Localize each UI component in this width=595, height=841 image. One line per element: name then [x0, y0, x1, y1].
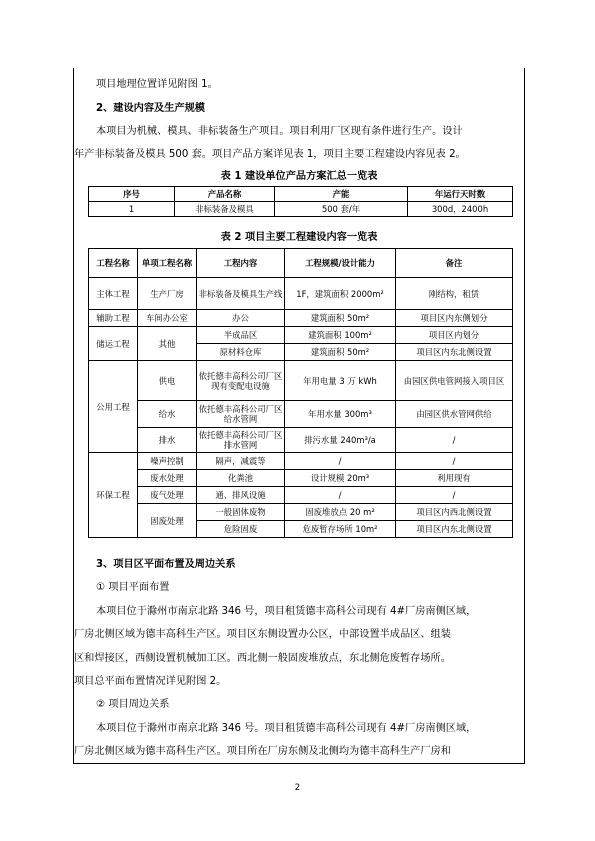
table-cell: 项目区内西北侧设置: [396, 504, 513, 521]
table-cell: /: [396, 487, 513, 504]
paragraph: 本项目位于滁州市南京北路 346 号，项目租赁德丰高科公司现有 4#厂房南侧区域，: [96, 606, 477, 617]
table-row: [89, 401, 513, 428]
table-row: [89, 202, 513, 217]
header-cell: 产品名称: [175, 187, 275, 202]
table-cell: 项目区内划分: [396, 327, 513, 344]
table-header-row: [89, 249, 513, 278]
table-cell: 排污水量 240m³/a: [285, 428, 396, 453]
table-row: [89, 428, 513, 453]
table-cell: 非标装备及模具: [175, 202, 275, 217]
table-cell: 500 套/年: [275, 202, 408, 217]
table-cell: 项目区内东北侧设置: [396, 521, 513, 538]
header-cell: 工程规模/设计能力: [285, 249, 396, 278]
page-number: 2: [294, 783, 301, 793]
table-cell: 供电: [138, 361, 197, 401]
table-cell: 其他: [138, 327, 197, 361]
category-cell: 辅助工程: [89, 310, 138, 327]
section-heading: 3、项目区平面布置及周边关系: [96, 559, 236, 570]
table-cell: 建筑面积 100m²: [285, 327, 396, 344]
table-cell: 依托德丰高科公司厂区排水管网: [197, 428, 285, 453]
header-cell: 备注: [396, 249, 513, 278]
table-cell: 废水处理: [138, 470, 197, 487]
table-cell: 依托德丰高科公司厂区给水管网: [197, 401, 285, 428]
table-cell: /: [285, 487, 396, 504]
table-cell: 通、排风设施: [197, 487, 285, 504]
table-cell: 半成品区: [197, 327, 285, 344]
table-cell: 1: [89, 202, 175, 217]
table-cell: 项目区内东北侧设置: [396, 344, 513, 361]
header-cell: 工程内容: [197, 249, 285, 278]
table-cell: 依托德丰高科公司厂区现有变配电设施: [197, 361, 285, 401]
table-cell: 固废堆放点 20 m²: [285, 504, 396, 521]
table-cell: 由园区供电管网接入项目区: [396, 361, 513, 401]
table1: [88, 186, 513, 217]
table-row: [89, 327, 513, 344]
header-cell: 产能: [275, 187, 408, 202]
table-cell: 危险固废: [197, 521, 285, 538]
category-cell: 公用工程: [89, 361, 138, 453]
category-cell: 储运工程: [89, 327, 138, 361]
header-cell: 工程名称: [89, 249, 138, 278]
table-row: [89, 453, 513, 470]
table-cell: 排水: [138, 428, 197, 453]
table-cell: 利用现有: [396, 470, 513, 487]
paragraph: 项目地理位置详见附图 1。: [96, 79, 218, 90]
paragraph: 厂房北侧区域为德丰高科生产区。项目区东侧设置办公区，中部设置半成品区、组装: [74, 629, 451, 640]
table-cell: 由园区供水管网供给: [396, 401, 513, 428]
table-cell: 一般固体废物: [197, 504, 285, 521]
table-row: [89, 361, 513, 401]
section-heading: 2、建设内容及生产规模: [96, 103, 205, 114]
category-cell: 环保工程: [89, 453, 138, 538]
table-cell: /: [396, 453, 513, 470]
table-cell: 化粪池: [197, 470, 285, 487]
paragraph: 年产非标装备及模具 500 套。项目产品方案详见表 1，项目主要工程建设内容见表 2。: [74, 149, 466, 160]
table-row: [89, 278, 513, 310]
table-row: [89, 310, 513, 327]
table1-caption: 表 1 建设单位产品方案汇总一览表: [220, 171, 378, 182]
table-cell: 非标装备及模具生产线: [197, 278, 285, 310]
header-cell: 年运行天时数: [408, 187, 513, 202]
table-cell: 车间办公室: [138, 310, 197, 327]
category-cell: 主体工程: [89, 278, 138, 310]
subsection-heading: ② 项目周边关系: [96, 699, 170, 710]
header-cell: 单项工程名称: [138, 249, 197, 278]
table-cell: 原材料仓库: [197, 344, 285, 361]
table-cell: 1F，建筑面积 2000m²: [285, 278, 396, 310]
table-cell: 固废处理: [138, 504, 197, 538]
table-row: [89, 470, 513, 487]
table-cell: 噪声控制: [138, 453, 197, 470]
table-cell: 给水: [138, 401, 197, 428]
table-cell: 建筑面积 50m²: [285, 310, 396, 327]
table-cell: 办公: [197, 310, 285, 327]
paragraph: 本项目位于滁州市南京北路 346 号。项目租赁德丰高科公司现有 4#厂房南侧区域，: [96, 723, 477, 734]
paragraph: 厂房北侧区域为德丰高科生产区。项目所在厂房东侧及北侧均为德丰高科生产厂房和: [74, 746, 451, 757]
table-cell: 项目区内东侧划分: [396, 310, 513, 327]
table-cell: 危废暂存场所 10m²: [285, 521, 396, 538]
table-cell: 年用电量 3 万 kWh: [285, 361, 396, 401]
table-cell: /: [285, 453, 396, 470]
table-cell: 隔声，减震等: [197, 453, 285, 470]
table-cell: 设计规模 20m³: [285, 470, 396, 487]
paragraph: 本项目为机械、模具、非标装备生产项目。项目利用厂区现有条件进行生产。设计: [96, 126, 463, 137]
paragraph: 项目总平面布置情况详见附图 2。: [74, 676, 227, 687]
table-cell: 刚结构，租赁: [396, 278, 513, 310]
table-cell: 废气处理: [138, 487, 197, 504]
table2: [88, 248, 513, 538]
header-cell: 序号: [89, 187, 175, 202]
paragraph: 区和焊接区，西侧设置机械加工区。西北侧一般固废堆放点，东北侧危废暂存场所。: [74, 653, 451, 664]
table-row: [89, 487, 513, 504]
table-cell: 300d，2400h: [408, 202, 513, 217]
content-frame: [73, 68, 525, 764]
subsection-heading: ① 项目平面布置: [96, 582, 170, 593]
table-cell: /: [396, 428, 513, 453]
table-cell: 生产厂房: [138, 278, 197, 310]
table-cell: 年用水量 300m³: [285, 401, 396, 428]
table2-caption: 表 2 项目主要工程建设内容一览表: [220, 232, 378, 243]
table-cell: 建筑面积 50m²: [285, 344, 396, 361]
table-row: [89, 504, 513, 521]
table-header-row: [89, 187, 513, 202]
